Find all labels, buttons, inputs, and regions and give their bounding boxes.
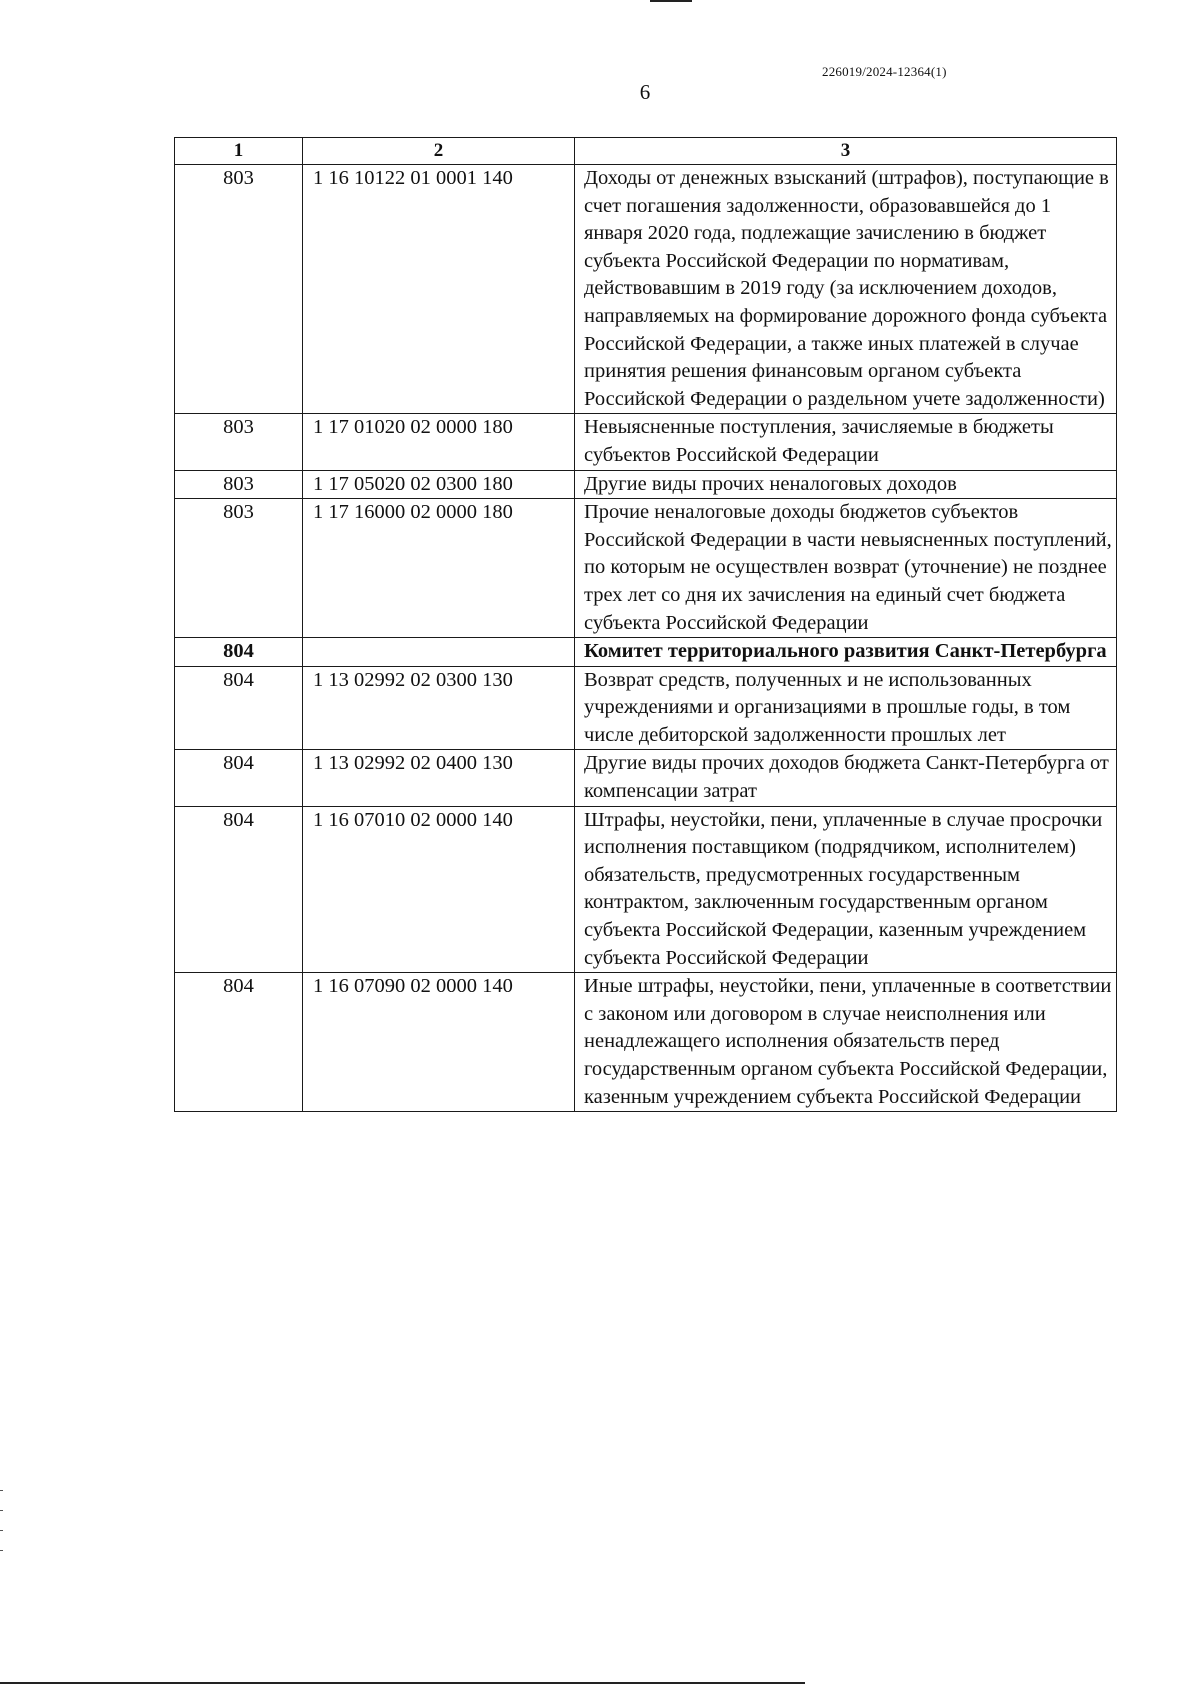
scan-edge-mark [0, 1510, 3, 1511]
description-cell: Штрафы, неустойки, пени, уплаченные в случае просрочки исполнения поставщиком (подрядчиком, исполнителем) обязательств, предусмотренных государственным контрактом, заключенным государственным органом субъекта Российской Федерации, казенным учреждением субъекта Российской Федерации [575, 806, 1117, 973]
admin-code-cell: 804 [175, 806, 303, 973]
scan-edge-mark [0, 1550, 3, 1551]
table-row [175, 470, 1117, 499]
budget-code-cell: 1 17 16000 02 0000 180 [303, 499, 575, 638]
budget-code-cell: 1 16 07010 02 0000 140 [303, 806, 575, 973]
description-cell: Другие виды прочих доходов бюджета Санкт-Петербурга от компенсации затрат [575, 750, 1117, 806]
admin-code-cell: 803 [175, 414, 303, 470]
scan-edge-mark [0, 1530, 3, 1531]
budget-code-cell: 1 13 02992 02 0400 130 [303, 750, 575, 806]
description-cell: Другие виды прочих неналоговых доходов [575, 470, 1117, 499]
section-header-row [175, 638, 1117, 667]
budget-code-cell: 1 16 10122 01 0001 140 [303, 165, 575, 414]
description-cell: Прочие неналоговые доходы бюджетов субъектов Российской Федерации в части невыясненных поступлений, по которым не осуществлен возврат (уточнение) не позднее трех лет со дня их зачисления на единый счет бюджета субъекта Российской Федерации [575, 499, 1117, 638]
table-header-row [175, 138, 1117, 165]
administrator-name-cell: Комитет территориального развития Санкт-Петербурга [575, 638, 1117, 667]
table-row [175, 414, 1117, 470]
scan-top-mark [650, 0, 692, 2]
table-row [175, 750, 1117, 806]
description-cell: Доходы от денежных взысканий (штрафов), поступающие в счет погашения задолженности, образовавшейся до 1 января 2020 года, подлежащие зачислению в бюджет субъекта Российской Федерации по нормативам, действовавшим в 2019 году (за исключением доходов, направляемых на формирование дорожного фонда субъекта Российской Федерации, а также иных платежей в случае принятия решения финансовым органом субъекта Российской Федерации о раздельном учете задолженности) [575, 165, 1117, 414]
admin-code-cell: 804 [175, 638, 303, 667]
column-header-2: 2 [303, 138, 575, 165]
column-header-3: 3 [575, 138, 1117, 165]
admin-code-cell: 803 [175, 499, 303, 638]
budget-code-cell: 1 17 05020 02 0300 180 [303, 470, 575, 499]
budget-code-cell [303, 638, 575, 667]
admin-code-cell: 803 [175, 165, 303, 414]
table-row [175, 165, 1117, 414]
table-row [175, 973, 1117, 1112]
admin-code-cell: 804 [175, 750, 303, 806]
table-row [175, 666, 1117, 750]
admin-code-cell: 804 [175, 666, 303, 750]
budget-code-cell: 1 17 01020 02 0000 180 [303, 414, 575, 470]
table-row [175, 806, 1117, 973]
description-cell: Возврат средств, полученных и не использованных учреждениями и организациями в прошлые годы, в том числе дебиторской задолженности прошлых лет [575, 666, 1117, 750]
page-number: 6 [639, 80, 651, 104]
revenue-codes-table [174, 137, 1117, 1112]
scan-edge-mark [0, 1490, 3, 1491]
table-row [175, 499, 1117, 638]
document-registration-number: 226019/2024-12364(1) [822, 64, 947, 79]
column-header-1: 1 [175, 138, 303, 165]
description-cell: Иные штрафы, неустойки, пени, уплаченные в соответствии с законом или договором в случае неисполнения или ненадлежащего исполнения обязательств перед государственным органом субъекта Российской Федерации, казенным учреждением субъекта Российской Федерации [575, 973, 1117, 1112]
budget-code-cell: 1 16 07090 02 0000 140 [303, 973, 575, 1112]
admin-code-cell: 804 [175, 973, 303, 1112]
description-cell: Невыясненные поступления, зачисляемые в бюджеты субъектов Российской Федерации [575, 414, 1117, 470]
admin-code-cell: 803 [175, 470, 303, 499]
budget-code-cell: 1 13 02992 02 0300 130 [303, 666, 575, 750]
scan-bottom-rule [0, 1682, 805, 1684]
